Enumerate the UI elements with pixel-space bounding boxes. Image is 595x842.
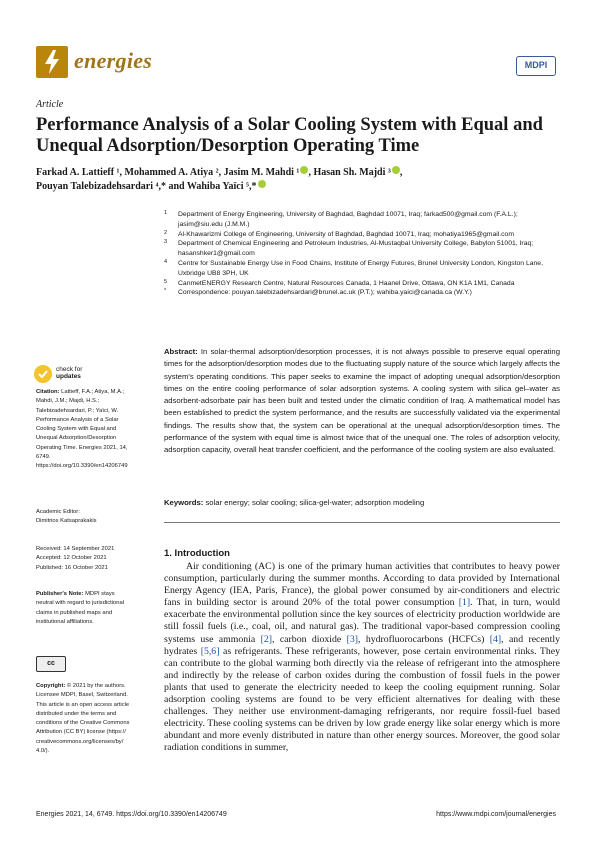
- received-date: Received: 14 September 2021: [36, 546, 115, 552]
- section-heading: 1. Introduction: [164, 548, 230, 559]
- orcid-icon[interactable]: [392, 166, 400, 174]
- abstract: [164, 346, 560, 457]
- citation-link[interactable]: [1]: [458, 597, 471, 609]
- citation-link[interactable]: [4]: [489, 633, 502, 645]
- author-list: Farkad A. Lattieff ¹, Mohammed A. Atiya ², Jasim M. Mahdi ¹ , Hasan Sh. Majdi ³ , Pouyan Talebizadehsardari ⁴,* and Wahiba Yaïci ⁵,*: [36, 167, 403, 192]
- journal-logo-icon: [36, 46, 68, 78]
- author-line-2b: and Wahiba Yaïci ⁵,*: [165, 181, 257, 192]
- keywords-label: Keywords:: [164, 498, 204, 507]
- orcid-icon[interactable]: [258, 180, 266, 188]
- dates: [36, 545, 132, 573]
- affiliations: [164, 210, 559, 298]
- affiliation-item: 3 Department of Chemical Engineering and Petroleum Industries, Al-Mustaqbal University College, Babylon 51001, Iraq; hasanshker1@gmail.com: [164, 239, 534, 258]
- abstract-label: Abstract:: [164, 347, 198, 356]
- citation-link[interactable]: [3]: [346, 633, 359, 645]
- publisher-note: Publisher's Note: MDPI stays neutral with regard to jurisdictional claims in published maps and institutional affiliations.: [36, 591, 124, 625]
- copyright: Copyright: © 2021 by the authors. Licensee MDPI, Basel, Switzerland. This article is an open access article distributed under the terms and conditions of the Creative Commons Attribution (CC BY) license (https:// creativecommons.org/licenses/by/ 4.0/).: [36, 683, 130, 755]
- author-line-1b: , Hasan Sh. Majdi ³: [308, 167, 391, 178]
- publisher-logo: MDPI: [516, 56, 556, 76]
- check-for-updates[interactable]: check for updates: [56, 366, 83, 380]
- affiliation-item: 2 Al-Khawarizmi College of Engineering, University of Baghdad, Baghdad 10071, Iraq; mohatiya1965@gmail.com: [164, 229, 514, 238]
- paper-title: Performance Analysis of a Solar Cooling System with Equal and Unequal Adsorption/Desorption Operating Time: [36, 115, 543, 156]
- published-date: Published: 16 October 2021: [36, 564, 108, 571]
- affiliation-item: 5 CanmetENERGY Research Centre, Natural Resources Canada, 1 Haanel Drive, Ottawa, ON K1A 1M1, Canada: [164, 278, 515, 287]
- keywords: [164, 497, 560, 508]
- affiliation-item: 4 Centre for Sustainable Energy Use in Food Chains, Institute of Energy Futures, Brunel University London, Kingston Lane, Uxbridge UB8 3PH, UK: [164, 258, 543, 277]
- divider: [164, 522, 560, 523]
- cc-license-icon[interactable]: cc: [36, 656, 66, 672]
- accepted-date: Accepted: 12 October 2021: [36, 555, 107, 562]
- footer-citation: Energies 2021, 14, 6749. https://doi.org/10.3390/en14206749: [36, 811, 227, 818]
- citation-link[interactable]: [2]: [260, 633, 273, 645]
- citation-link[interactable]: [5,6]: [200, 645, 220, 657]
- author-line-2a: Pouyan Talebizadehsardari ⁴,*: [36, 181, 166, 192]
- affiliation-item: 1 Department of Energy Engineering, University of Baghdad, Baghdad 10071, Iraq; farkad500@gmail.com (F.A.L.); jasim@siu.edu (J.M.M.): [164, 210, 518, 228]
- correspondence: * Correspondence: pouyan.talebizadehsardari@brunel.ac.uk (P.T.); wahiba.yaici@canada.ca (W.Y.): [164, 288, 472, 297]
- check-for-updates-icon[interactable]: [34, 365, 52, 383]
- article-type: Article: [36, 99, 64, 110]
- journal-name: energies: [74, 48, 153, 73]
- abstract-text: In solar-thermal adsorption/desorption processes, it is not always possible to preserve equal operating times for the adsorption/desorption modes due to the fluctuating supply nature of the source which largely affects the system's operating conditions. This paper seeks to examine the impact of adopting unequal adsorption/desorption times on the entire cooling performance of solar adsorption systems. A cooling system with silica gel–water as adsorbent-adsorbate pair has been built and tested under the climatic condition of Iraq. A mathematical model has been established to predict the system performance, and the results are successfully validated via the experimental findings. The results show that, the system can be operational at the unequal adsorption/desorption times. The performance of the system with equal time is almost twice that of the unequal one. The roles of adsorption velocity, adsorption capacity, overall heat transfer coefficient, and the performance of the cooling system are also evaluated.: [164, 347, 560, 455]
- citation-block: Citation: Lattieff, F.A.; Atiya, M.A.; Mahdi, J.M.; Majdi, H.S.; Talebizadehsardari, P.; Yaïci, W. Performance Analysis of a Solar Cooling System with Equal and Unequal Adsorption/Desorption Operating Time. Energies 2021, 14, 6749. https://doi.org/10.3390/en14206749: [36, 389, 128, 470]
- footer-journal-link[interactable]: https://www.mdpi.com/journal/energies: [436, 811, 556, 818]
- academic-editor: Academic Editor: Dimitrios Katsaprakakis: [36, 509, 97, 525]
- introduction-paragraph: Air conditioning (AC) is one of the primary human activities that contributes to heavy power consumption, particularly during the summer months. According to data provided by International Energy Agency (IEA, Paris, France), the global power consumed by air-conditioners and electric fans in building sector is around 20% of the total power consumption [1]. That, in turn, would exacerbate the environmental pollution since the key sources of electricity production worldwide are still fossil fuels (i.e., coal, oil, and natural gas). The traditional vapor-based compression cooling systems use ammonia [2], carbon dioxide [3], hydrofluorocarbons (HCFCs) [4], and recently hydrates [5,6] as refrigerants. These refrigerants, however, pose certain environmental rinks. They can contribute to the global warming both directly via the release of refrigerant into the atmosphere and indirectly by the release of carbon oxides during the combustion of fossil fuels in the power plants that used to generate the electricity needed to keep the cooling equipment running. Solar adsorption cooling systems are found to be very efficient alternatives for dealing with these challenges. They neither use environment-damaging refrigerants, nor require fossil-fuel based electricity. These cooling systems can be driven by low grade energy like solar energy which is more abundant and more evenly distributed in nature than other energy sources. Moreover, the good solar radiation conditions in summer,: [164, 561, 560, 754]
- author-line-1: Farkad A. Lattieff ¹, Mohammed A. Atiya ², Jasim M. Mahdi ¹: [36, 167, 300, 178]
- keywords-text: solar energy; solar cooling; silica-gel-water; adsorption modeling: [203, 498, 425, 507]
